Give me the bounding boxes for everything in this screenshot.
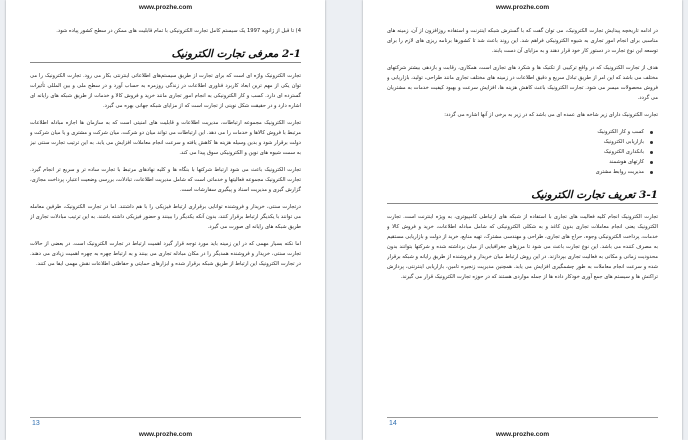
footer-divider <box>30 417 301 418</box>
document-page-left <box>6 0 325 440</box>
site-footer: www.prozhe.com <box>138 431 193 438</box>
bullet-item <box>387 167 644 177</box>
bullet-icon <box>650 131 653 134</box>
bullet-text: بازاریابی الکترونیک <box>603 139 644 145</box>
paragraph: تجارت الکترونیک دارای زیر شاخه های عمده ای می باشد که در زیر به برخی از آنها اشاره می گردد: <box>444 112 658 118</box>
section-heading: 2-1 معرفی تجارت الکترونیک <box>30 48 301 63</box>
paragraph: تجارت الکترونیک باعث می شود ارتباط شرکتها با بنگاه ها و کلیه نهادهای مرتبط با تجارت ساده تر و سریع تر انجام گیرد. تجارت الکترونیک مجموعه فعالیتها و خدماتی است که شامل مدیریت اطلاعات، تبادلات، بررسی وضعیت اعتبار، پرداخت مجازی، گزارش گیری و مدیریت اسناد و پیگیری سفارشات است. <box>30 167 301 193</box>
page-content <box>387 26 658 410</box>
site-footer: www.prozhe.com <box>495 431 550 438</box>
paragraph: تجارت الکترونیک مجموعه ارتباطات، مدیریت اطلاعات و قابلیت های امنیتی است که به سازمان ها اجازه مبادله اطلاعات مرتبط با فروش کالاها و خدمات را می دهد. این ارتباطات می تواند میان دو شرکت، میان شرکت و مشتری و یا میان شرکت و دولت برقرار شود و بدین وسیله هزینه ها کاهش یافته و سرعت انجام معاملات افزایش می یابد. به این ترتیب تجارت سنتی نیز به سمت شیوه های نوین و الکترونیکی سوق پیدا می کند. <box>30 120 301 156</box>
bullet-item <box>387 157 644 167</box>
page-number: 13 <box>32 420 40 427</box>
paragraph: تجارت الکترونیک واژه ای است که برای تجارت از طریق سیستم‌های اطلاعاتی اینترنتی بکار می رود. تجارت الکترونیک را می توان یکی از مهم ترین ابعاد کاربرد فناوری اطلاعات در زندگی روزمره به حساب آورد و در سطح ملی و بین المللی تأثیرات گسترده ای دارد. کسب و کار الکترونیکی به انجام امور تجاری مانند خرید و فروش کالا و خدمات از طریق شبکه های رایانه ای اشاره دارد و در حقیقت شکل نوینی از تجارت است که از مزایای شبکه جهانی بهره می گیرد. <box>30 73 301 109</box>
paragraph: 4) تا قبل از ژانویه 1997 یک سیستم کامل تجارت الکترونیکی با تمام قابلیت های ممکن در سطح کشور پیاده شود. <box>56 28 301 34</box>
bullet-item <box>387 127 644 137</box>
bullet-icon <box>650 161 653 164</box>
bullet-icon <box>650 151 653 154</box>
bullet-icon <box>650 141 653 144</box>
page-content <box>30 26 301 410</box>
bullet-icon <box>650 171 653 174</box>
site-header: www.prozhe.com <box>495 4 550 11</box>
bullet-text: مدیریت روابط مشتری <box>595 169 644 175</box>
footer-divider <box>387 417 658 418</box>
paragraph: درتجارت سنتی، خریدار و فروشنده توانایی برقراری ارتباط فیزیکی را با هم داشتند. اما در تجارت الکترونیک، طرفین معامله می توانند با یکدیگر ارتباط برقرار کنند، بدون آنکه یکدیگر را ببینند و حضور فیزیکی داشته باشند. به این ترتیب مبادلات تجاری از طریق شبکه های رایانه ای صورت می گیرد. <box>30 204 301 230</box>
paragraph: در ادامه تاریخچه پیدایش تجارت الکترونیک، می توان گفت که با گسترش شبکه اینترنت و استفاده روزافزون از آن، زمینه های مناسبی برای انجام امور تجاری به شیوه الکترونیکی فراهم شد. این روند باعث شد تا کشورها برنامه ریزی های لازم را برای توسعه این نوع تجارت در دستور کار خود قرار دهند و به مزایای آن دست یابند. <box>387 28 658 54</box>
paragraph: تجارت الکترونیک انجام کلیه فعالیت های تجاری با استفاده از شبکه های ارتباطی کامپیوتری، به ویژه اینترنت است. تجارت الکترونیک یعنی انجام معاملات تجاری بدون کاغذ و به شکلی الکترونیکی که شامل مبادله اطلاعات، خرید و فروش کالا و خدمات، پرداخت الکترونیکی وجوه، حراج های تجاری، طراحی و مهندسی مشترک، تهیه منابع، خرید از دولت و بازاریابی مستقیم به مصرف کننده می باشد. این نوع تجارت باعث می شود تا مرزهای جغرافیایی از میان برداشته شده و شرکتها بتوانند بدون محدودیت زمانی و مکانی به فعالیت تجاری بپردازند. در این روش ارتباط میان خریدار و فروشنده از طریق رایانه و شبکه برقرار شده و سرعت انجام معاملات به طور چشمگیری افزایش می یابد. همچنین مدیریت زنجیره تامین، بازاریابی اینترنتی، پردازش تراکنش ها و سیستم های جمع آوری خودکار داده ها از جمله مواردی هستند که در حوزه تجارت الکترونیک قرار می گیرند. <box>387 214 658 280</box>
bullet-item <box>387 137 644 147</box>
document-page-right <box>363 0 682 440</box>
bullet-list <box>387 127 658 177</box>
bullet-text: بانکداری الکترونیک <box>603 149 644 155</box>
page-number: 14 <box>389 420 397 427</box>
bullet-item <box>387 147 644 157</box>
bullet-text: کارتهای هوشمند <box>609 159 644 165</box>
site-header: www.prozhe.com <box>138 4 193 11</box>
section-heading: 3-1 تعریف تجارت الکترونیک <box>387 189 658 204</box>
paragraph: هدف از تجارت الکترونیک که در واقع ترکیبی از تکنیک ها و شکرد های تجاری است، همکاری، رقابت و بازدهی بیشتر شرکتهای مختلف می باشد که این امر از طریق تبادل سریع و دقیق اطلاعات در زمینه های مختلف تجاری مانند طراحی، تولید، بازاریابی و فروش محصولات میسر می شود. تجارت الکترونیک باعث کاهش هزینه ها، افزایش سرعت و بهبود کیفیت خدمات به مشتریان می گردد. <box>387 65 658 101</box>
bullet-text: کسب و کار الکترونیک <box>597 129 644 135</box>
paragraph: اما نکته بسیار مهمی که در این زمینه باید مورد توجه قرار گیرد اهمیت ارتباط در تجارت الکترونیک است. در بعضی از حالات تجارت سنتی، خریدار و فروشنده همدیگر را در مکان مبادله تجاری می بینند و به ارتباط چهره به چهره اهمیت زیادی می دهند. در تجارت الکترونیک این ارتباط از طریق شبکه برقرار شده و ابزارهای حمایتی و حفاظتی اطلاعات نقش مهمی ایفا می کنند. <box>30 241 301 267</box>
